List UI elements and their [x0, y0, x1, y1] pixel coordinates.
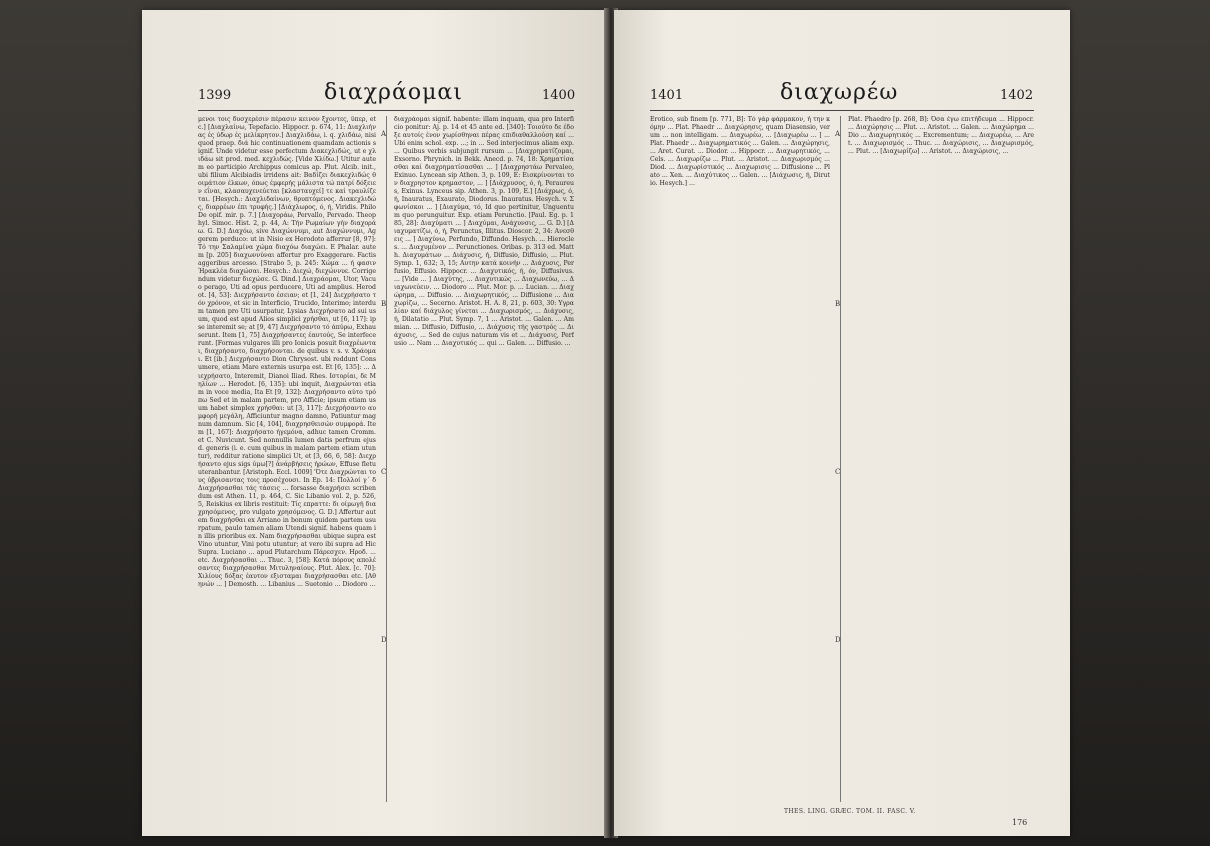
section-letter: B	[835, 300, 841, 308]
running-headword: διαχωρέω	[780, 80, 899, 105]
text-column: μενοι τοις δυσχερέσιν πέρασιν κεινον ξχοντες, ϋπερ, etc.] [Διαχλαίνω, Tepefacio. Hippocr. p. 674, 11: Διαχλιήνας ές ύδωρ ές μελίκρητον.] Διαχλιδάω, i. q. χλιδάω, nisi quod praep. διά hic continuationem quamdam actionis signif. Unde videtur esse perfectum Διακεχλιδώς, ut e χλιδάω sit prod. med. κεχλιδώς. [Vide Χλίδω.] Utitur autem eo participio Archippus comicus ap. Plut. Alcib. init., ubi filium Alcibiadis irridens ait: Βαδίζει διακεχλιδώς θοιμάτιον έλκων, όπως έμφερής μάλιστα τώ πατρί δόξειεν εΐναι, κλασαυχενεύεται [κλασταυχεί] τε καί τραυλίζεται. [Hesych.: Διαχλιδαίνων, θρυπτόμενος. Διακεχλιδώς, διαρρέων έπι τρυφής.] [Διάχλωρος, ό, ή, Viridis. Philo De opif. mir. p. 7.] [Διαχοράω, Pervallo, Pervado. Theophyl. Simoc. Hist. 2, p. 44, A: Τήν Ρωμαίων γήν διαχοράω. G. D.] Διαχόω, sive Διαχώννυμι, aut Διαχώννυμι, Aggerem perduco: ut in Nisio ex Herodoto afferrur [8, 97]: Τό την Σαλαμίνα χώμα διαχόω διαχώει. E Phalar. autem [p. 205] διαχωννύναι affertur pro Exaggerare. Factis aggeribus arcesso. [Strabo 5, p. 245: Χώμα ... ή φασιν Ήρακλέα διαχώσαι. Hesych.: Διεχώ, διεχώννυε. Corrigendum videtur διεχώσε. G. Dind.] Διαχράομαι, Utor, Vacuo perago, Uti ad opus perducere, Uti ad amplius. Herodot. [4, 53]: Διεχρήσαντο έσειαν; et [1, 24] Διεχρήσατο τόν χρόνον, et sic in Interficio, Trucido, Interimo; interdum tamen pro Uti usurpatur, Lysias Διεχρήσατο ad sui usum, quod est apud Alios simplici χρήσθαι, ut [6, 117]: ipse interemit se; at [9, 47] Διεχρήσαντο τό άπύρω, Exhauserunt. Item [1, 75] Διαχρήσαντες έαυτούς, Se interfecerunt. [Formas vulgares illi pro Ionicis posuit διαχρέωνται, διαχρήσαντο, διαχρήσονται. de quibus v. s. v. Χράομαι. Et [ib.] Διεχρήσαντο Dion Chrysost. ubi reddunt Consumere, etiam Mare externis usurpa est. Et [6, 135]: ... Διεχρήσατο, Interemit, Dianoi Iliad. Rhes. Ιστορίαι, δε Μηλίων ... Herodot. [6, 135]: ubi inquit, Διαχρώνται etiam in voce media, Ita Et [9, 132]: Διαχρήσαντο αύτο τρόπω Sed et in malam partem, pro Afficie; ipsum etiam usum habet simplex χρήσθαι: ut [3, 117]: Διεχρήσαντο αυμφορή μεγάλη, Afficiuntur magno damno, Patiuntur magnum damnum. Sic [4, 104], διαχρησθεισών συμφορά. Item [1, 167]: Διαχρήσατο ήγεμόνα, adhuc tamen Cromm. et C. Nuvicunt. Sed nonnullis lumen datis perfrum ejusd. generis (i. e. cum quibus in malam partem etiam utuntur), redditur ratione simplici Ut, et [3, 66, 6, 58]: Διεχρήσαντο ejus sigs ύμω[?] ἀνάρβήσεις ήρώων, Effuse fletu uteranbantur. [Aristoph. Eccl. 1009] 'Ότε Διαχρώνται τους ύβρισαντας τοις προσέχουσι. In Ep. 14: Πολλοί γ΄ δ Διαχρήσασθαι τάς τάσεις ... forsasse διαχρήσει scribendum est Athen. 11, p. 464, C. Sic Libanio vol. 2, p. 526, 5, Reiskius ex libris restituit: Τίς επραττε: δι οίμωγή διαχρησόμενος, pro vulgato χρησόμενος. G. D.] Affertur autem διαχρήσθαι ex Arriano in bonum quidem partem usurpatum, paulo tamen aliam Utendi signif. habens quam in illis prioribus ex. Nam διαχρήσασθαι ubique supra est Vino utuntur, Vini potu utuntur; at vero ibi supra ad Hic Supra. Luciano ... apud Plutarchum Πάρεσχεν. Ηροδ. ... etc. Διαχρήσασθαι ... Thuc. 3, [58]: Κατά πόρους απολέσαντες διαχρήσασθαι Μιτυληναίους. Plut. Alex. [c. 70]: Χιλίους δόξας έαυτον εξισταμαι διαχρήσασθαι etc. [Αθηνών ... ] Demosth. ... Libanius ... Suetonio ... Diodoro ...	[198, 116, 376, 588]
column-divider	[386, 116, 387, 802]
page-number: 1401	[650, 88, 684, 103]
section-letter: B	[381, 300, 387, 308]
text-column: διαχράομαι signif. habente: illam inquam, qua pro Interficio ponitur: Aj. p. 14 et 45 ante ed. [340]: Τοιούτο δε έδοξε αυτοίς ένον χωρίσθηναι πέρας επιδιαθαλλούση καί ... Ubi enim schol. exp. ...; in ... Sed interjecimus aliam exp. ... Quibus verbis subjungit rursum ... [Διαχρηματίζομαι, Exsorno. Phrynich. in Bekk. Anecd. p. 74, 18: Χρηματίσασθαι καί διαχρηματίσασθαι ... ] [Διαχρηστάω Pervaleo, Exinuo. Lyncean sip Athen. 3, p. 109, E: Εισκρίνονται τον διαχρηστον κρημαστον, ... ] [Διάχρυσος, ό, ή, Peraureus, Exinus. Lynceus sip. Athen. 3, p. 109, E.] [Διάχρως, ό, ή, Inauratus, Exaurato, Diodorus. Inauratus. Hesych. v. Σφωνίσκοι ... ] [Διαχύμα, τό, Id quo pertinitur, Unguentum quo perunguitur. Exp. etiam Perunctio. [Paul. Eg. p. 185, 28]: Διαχύματι ... ] Διαχύμαι, Ανάχυνσις, ... G. D.] [Διαχυματίζω, ό, ή, Perunctus, Illitus. Dioscor. 2, 34: Ανεσθεις ... ] Διαχύνω, Perfundo, Diffundo. Hesych. ... Hierocles. ... Διαχυμένον ... Perunctiones. Oribas. p. 313 ed. Matth. Διαχυμάτων ... Διάχυσις, ή, Diffusio, Diffusio, ... Plut. Symp. 1, 632; 3, 15; Αυτην κατά κοινήν ... Διάχυσις, Perfusio, Effusio. Hippocr. ... Διαχυτικός, ή, όν, Diffusivus. ... [Vide ... ] Διαχύτης, ... Διαχυτικώς ... Διαχωνεύω, ... Διαχωνεύειν. ... Diodoro ... Plut. Mor. p. ... Lucian. ... Διαχώρημα, ... Diffusio. ... Διαχωρητικός, ... Diffusione ... Διαχωρίζω, ... Secerno. Aristot. H. A. 8, 21, p. 603, 30: Υγρα λίαν καί διάχυλος γίνεται ... Διαχωρισμός, ... Διάχυσις, ή, Dilatatio ... Plut. Symp. 7, 1 ... Aristot. ... Galen. ... Ammian. ... Diffusio, Diffusio, ... Διάχυσις τής γαστρός ... Διάχυσις, ... Sed de cujus naturam vis et ... Διάχυσις, Perfusio ... Nam ... Διαχυτικός ... qui ... Galen. ... Diffusio. ...	[394, 116, 574, 348]
page-number: 1400	[542, 88, 576, 103]
signature-number: 176	[1012, 818, 1028, 827]
left-page	[142, 10, 608, 836]
right-page	[614, 10, 1070, 836]
left-page-header	[142, 80, 608, 110]
section-letter: C	[835, 468, 841, 476]
section-letter: C	[381, 468, 387, 476]
page-footer: THES. LING. GRÆC. TOM. II. FASC. V.	[784, 808, 916, 815]
page-number: 1399	[198, 88, 232, 103]
section-letter: A	[835, 130, 841, 138]
page-number: 1402	[1000, 88, 1034, 103]
right-page-header	[614, 80, 1070, 110]
section-letter: A	[381, 130, 387, 138]
text-column: Plat. Phaedro [p. 268, B]: Όσα έγω επιτήδευμα ... Hippocr. ... Διαχώρησις ... Plut. ... Aristot. ... Galen. ... Διαχώρημα ... Dio ... Διαχωρητικός ... Excrementum; ... Διαχωρέω, ... Aret. ... Διαχωρισμός ... Thuc. ... Διαχώρισις, ... Διαχωρισμός, ... Plut. ... [Διαχωρίζω] ... Aristot. ... Διαχώρισις, ...	[848, 116, 1034, 156]
text-column: Erotico, sub finem [p. 771, B]: Τό γάρ φάρμακον, ή την κόμην ... Plat. Phaedr ... Διαχώρησις, quam Diasensio, verum ... non intelligam. ... Διαχωρέω, ... [Διαχωρέω ... ] ... Plat. Phaedr ... Διαχωρηματικός ... Galen. ... Διαχώρησις, ... Aret. Curat. ... Diodor. ... Hippocr. ... Διαχωρητικός, ... Cels. ... Διαχωρίζω ... Plut. ... Aristot. ... Διαχωρισμός ... Diod. ... Διαχωρίστικός ... Διαχωρισις ... Diffusione ... Plato ... Xen. ... Διαχύτικος ... Galen. ... [Διάχωσις, ή, Dirutio. Hesych.] ...	[650, 116, 830, 188]
section-letter: D	[835, 636, 841, 644]
header-rule	[198, 110, 574, 111]
header-rule	[650, 110, 1034, 111]
running-headword: διαχράομαι	[324, 80, 463, 105]
section-letter: D	[381, 636, 387, 644]
column-divider	[840, 116, 841, 802]
